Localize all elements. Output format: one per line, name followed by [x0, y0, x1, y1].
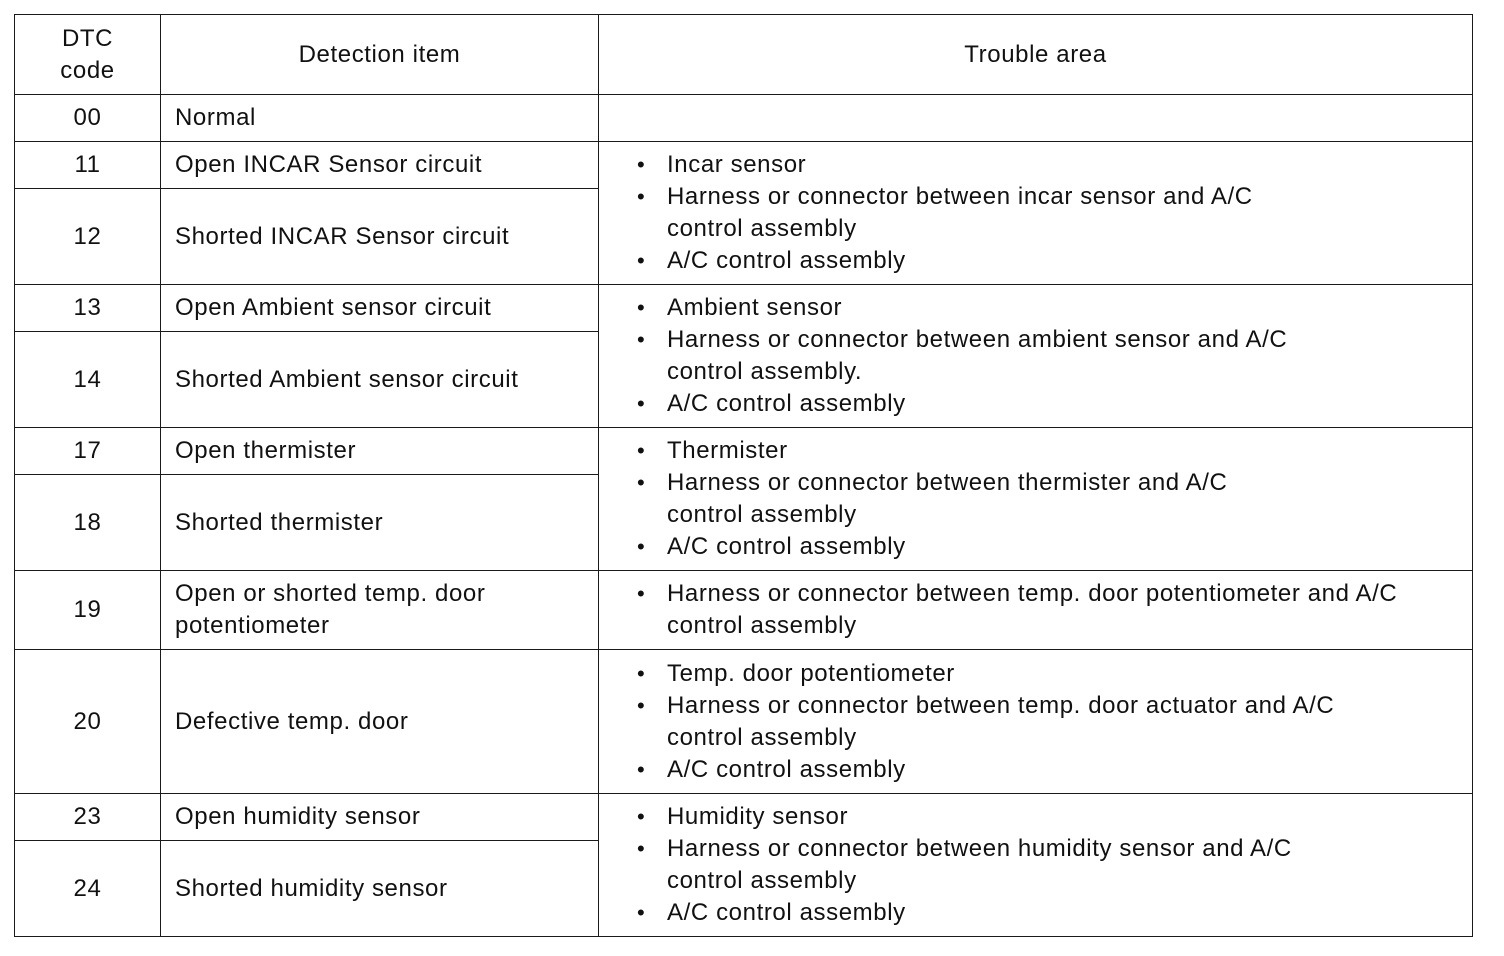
- trouble-area-cell: [599, 142, 1473, 285]
- dtc-table-sheet: [14, 14, 1472, 940]
- trouble-area-cell: [599, 285, 1473, 428]
- detection-item-cell: Defective temp. door: [161, 650, 599, 794]
- detection-item-cell: Shorted thermister: [161, 475, 599, 571]
- detection-item-cell: Open INCAR Sensor circuit: [161, 142, 599, 189]
- dtc-code-cell: 19: [15, 571, 161, 650]
- trouble-area-item: • Harness or connector between humidity sensor and A/C control assembly: [637, 833, 1347, 897]
- trouble-area-item: • Humidity sensor: [637, 801, 1472, 833]
- header-trouble-area: Trouble area: [599, 15, 1473, 95]
- dtc-code-cell: 17: [15, 428, 161, 475]
- trouble-area-item: • A/C control assembly: [637, 897, 1472, 929]
- table-row: [15, 571, 1473, 650]
- trouble-area-cell: [599, 650, 1473, 794]
- trouble-area-item: • Harness or connector between incar sensor and A/C control assembly: [637, 181, 1307, 245]
- detection-item-cell: Shorted INCAR Sensor circuit: [161, 189, 599, 285]
- detection-item-text: Open or shorted temp. door potentiometer: [175, 580, 486, 639]
- trouble-area-item: • Ambient sensor: [637, 292, 1472, 324]
- trouble-area-item: • Harness or connector between ambient sensor and A/C control assembly.: [637, 324, 1347, 388]
- header-dtc-code: [15, 15, 161, 95]
- detection-item-cell: [161, 571, 599, 650]
- trouble-area-item: • Thermister: [637, 435, 1472, 467]
- dtc-code-cell: 00: [15, 95, 161, 142]
- table-header-row: [15, 15, 1473, 95]
- trouble-area-list: [637, 658, 1472, 786]
- trouble-area-cell: [599, 95, 1473, 142]
- header-detection-item: Detection item: [161, 15, 599, 95]
- detection-item-cell: Normal: [161, 95, 599, 142]
- trouble-area-list: [637, 149, 1472, 277]
- detection-item-cell: Open thermister: [161, 428, 599, 475]
- detection-item-cell: Shorted Ambient sensor circuit: [161, 332, 599, 428]
- dtc-code-cell: 18: [15, 475, 161, 571]
- table-row: [15, 794, 1473, 841]
- detection-item-cell: Open humidity sensor: [161, 794, 599, 841]
- trouble-area-cell: [599, 571, 1473, 650]
- trouble-area-cell: [599, 428, 1473, 571]
- trouble-area-list: [637, 435, 1472, 563]
- table-row: [15, 142, 1473, 189]
- dtc-code-cell: 24: [15, 841, 161, 937]
- dtc-code-cell: 14: [15, 332, 161, 428]
- detection-item-cell: Shorted humidity sensor: [161, 841, 599, 937]
- dtc-code-cell: 20: [15, 650, 161, 794]
- trouble-area-item: • Harness or connector between temp. door actuator and A/C control assembly: [637, 690, 1347, 754]
- trouble-area-cell: [599, 794, 1473, 937]
- table-row: [15, 285, 1473, 332]
- table-row: [15, 650, 1473, 794]
- dtc-code-cell: 13: [15, 285, 161, 332]
- trouble-area-item: • A/C control assembly: [637, 388, 1472, 420]
- trouble-area-item: • Temp. door potentiometer: [637, 658, 1472, 690]
- dtc-code-cell: 11: [15, 142, 161, 189]
- trouble-area-item: • A/C control assembly: [637, 531, 1472, 563]
- trouble-area-list: [637, 292, 1472, 420]
- dtc-table: [14, 14, 1473, 937]
- table-row: [15, 95, 1473, 142]
- trouble-area-item: • Incar sensor: [637, 149, 1472, 181]
- header-dtc-code-label: DTC code: [60, 24, 115, 84]
- table-row: [15, 428, 1473, 475]
- trouble-area-item: • Harness or connector between temp. door potentiometer and A/C control assembly: [637, 578, 1407, 642]
- trouble-area-item: • A/C control assembly: [637, 754, 1472, 786]
- trouble-area-item: • A/C control assembly: [637, 245, 1472, 277]
- trouble-area-item: • Harness or connector between thermister and A/C control assembly: [637, 467, 1287, 531]
- trouble-area-list: [637, 578, 1472, 642]
- detection-item-cell: Open Ambient sensor circuit: [161, 285, 599, 332]
- dtc-code-cell: 23: [15, 794, 161, 841]
- trouble-area-list: [637, 801, 1472, 929]
- dtc-code-cell: 12: [15, 189, 161, 285]
